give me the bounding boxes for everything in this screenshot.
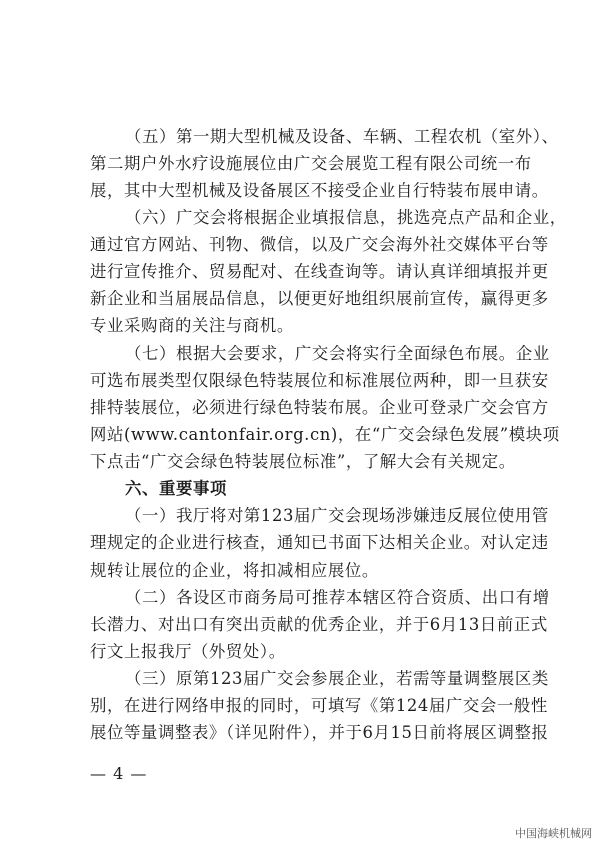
- paragraph-line: 展位等量调整表》（详见附件），并于6月15日前将展区调整报: [90, 723, 549, 742]
- section-heading: 六、重要事项: [125, 479, 227, 498]
- paragraph-line: 理规定的企业进行核查，通知已书面下达相关企业。对认定违: [90, 533, 549, 552]
- paragraph-line: 排特装展位，必须进行绿色特装布展。企业可登录广交会官方: [90, 398, 549, 417]
- paragraph-line: 下点击“广交会绿色特装展位标准”，了解大会有关规定。: [90, 452, 516, 471]
- paragraph-line: 展，其中大型机械及设备展区不接受企业自行特装布展申请。: [90, 181, 549, 200]
- paragraph-line: 长潜力、对出口有突出贡献的优秀企业，并于6月13日前正式: [90, 615, 548, 634]
- paragraph-line: （七）根据大会要求，广交会将实行全面绿色布展。企业: [125, 344, 550, 363]
- paragraph-line: 通过官方网站、刊物、微信，以及广交会海外社交媒体平台等: [90, 235, 549, 254]
- paragraph-line: 行文上报我厅（外贸处）。: [90, 642, 286, 661]
- paragraph-line: 进行宣传推介、贸易配对、在线查询等。请认真详细填报并更: [90, 262, 549, 281]
- paragraph-line: 规转让展位的企业，将扣减相应展位。: [90, 561, 379, 580]
- page-number: — 4 —: [90, 764, 148, 783]
- paragraph-line: （一）我厅将对第123届广交会现场涉嫌违反展位使用管: [125, 506, 549, 525]
- paragraph-line: （五）第一期大型机械及设备、车辆、工程农机（室外）、: [125, 127, 559, 146]
- paragraph-line: （三）原第123届广交会参展企业，若需等量调整展区类: [125, 669, 549, 688]
- paragraph-line: 新企业和当届展品信息，以便更好地组织展前宣传，赢得更多: [90, 289, 549, 308]
- paragraph-line: （二）各设区市商务局可推荐本辖区符合资质、出口有增: [125, 588, 550, 607]
- paragraph-line: 第二期户外水疗设施展位由广交会展览工程有限公司统一布: [90, 154, 532, 173]
- paragraph-line: （六）广交会将根据企业填报信息，挑选亮点产品和企业，: [125, 208, 567, 227]
- paragraph-line: 网站(www.cantonfair.org.cn)，在“广交会绿色发展”模块项: [90, 425, 560, 444]
- paragraph-line: 别，在进行网络申报的同时，可填写《第124届广交会一般性: [90, 696, 548, 715]
- paragraph-line: 专业采购商的关注与商机。: [90, 316, 294, 335]
- site-watermark: 中国海峡机械网: [515, 827, 592, 840]
- paragraph-line: 可选布展类型仅限绿色特装展位和标准展位两种，即一旦获安: [90, 371, 549, 390]
